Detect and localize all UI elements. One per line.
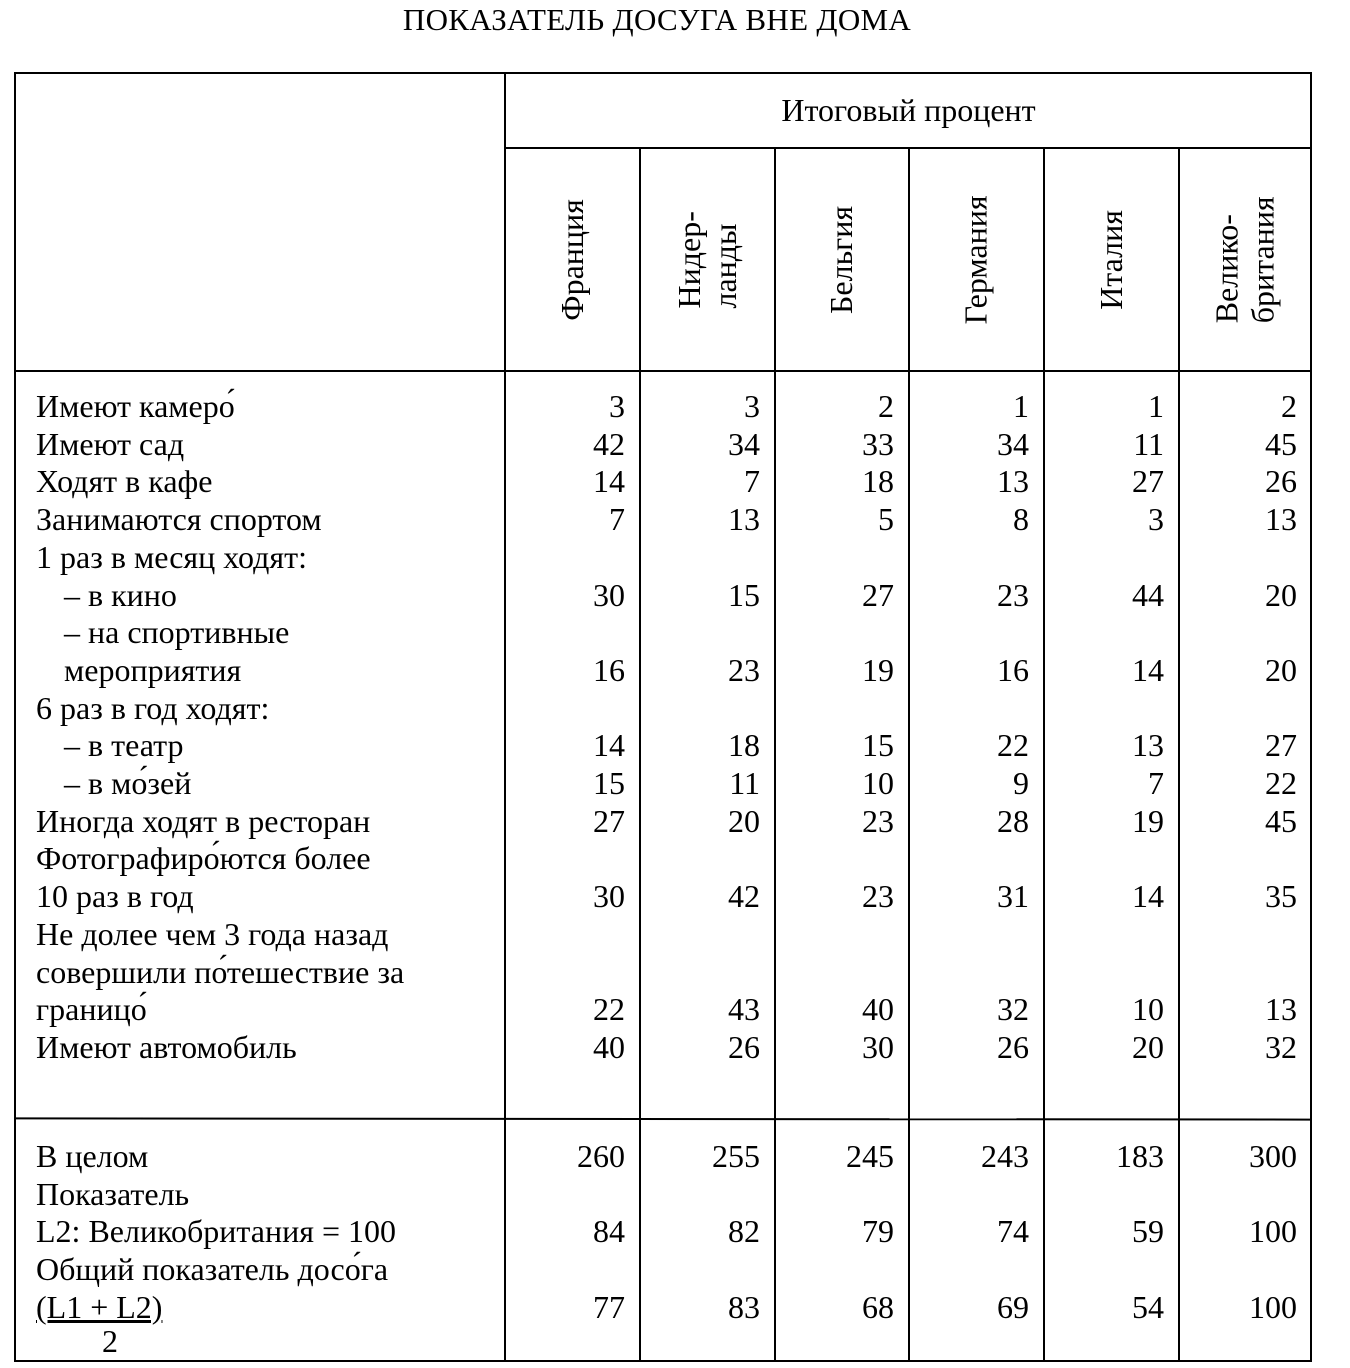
country-name-line: Италия: [1092, 210, 1129, 310]
cell-value: 11: [729, 765, 760, 801]
cell-value: 7: [1148, 765, 1164, 801]
country-name-line: Бельгия: [823, 205, 860, 315]
country-name-line: Франция: [553, 199, 590, 321]
cell-value: 22: [997, 727, 1029, 764]
cell-value: 54: [1132, 1288, 1164, 1325]
cell-value: 13: [728, 501, 760, 538]
country-header: [1179, 148, 1312, 372]
cell-value: 14: [1132, 878, 1164, 915]
cell-value: 23: [862, 802, 894, 839]
cell-value: 260: [577, 1138, 625, 1174]
cell-value: 16: [593, 651, 625, 688]
cell-value: 245: [846, 1138, 894, 1174]
country-header: [505, 148, 640, 372]
cell-value: 82: [728, 1213, 760, 1250]
row-label: Общий показатель досо́га: [36, 1251, 389, 1288]
cell-value: 14: [1132, 651, 1164, 688]
cell-value: 3: [744, 388, 760, 424]
cell-value: 14: [593, 727, 625, 764]
cell-value: 23: [862, 878, 894, 915]
country-name: [555, 199, 591, 321]
cell-value: 83: [728, 1288, 760, 1325]
cell-value: 27: [862, 576, 894, 613]
cell-value: 42: [593, 425, 625, 462]
country-name-line: Германия: [957, 195, 994, 325]
cell-value: 300: [1249, 1138, 1297, 1174]
country-header: [909, 148, 1044, 372]
cell-value: 16: [997, 651, 1029, 688]
cell-value: 2: [1281, 388, 1297, 424]
row-label: Иногда ходят в ресторан: [36, 802, 371, 839]
row-label: Имеют сад: [36, 425, 185, 462]
cell-value: 13: [997, 463, 1029, 500]
cell-value: 183: [1116, 1138, 1164, 1174]
country-header: [775, 148, 909, 372]
cell-value: 27: [593, 802, 625, 839]
row-label: – в кино: [64, 576, 177, 613]
row-label: – в мо́зей: [64, 765, 192, 801]
cell-value: 20: [1265, 651, 1297, 688]
cell-value: 2: [878, 388, 894, 424]
cell-value: 13: [1265, 501, 1297, 538]
cell-value: 79: [862, 1213, 894, 1250]
cell-value: 32: [1265, 1028, 1297, 1065]
cell-value: 77: [593, 1288, 625, 1325]
row-label: В целом: [36, 1138, 149, 1174]
country-name: [1094, 210, 1130, 310]
cell-value: 68: [862, 1288, 894, 1325]
cell-value: 18: [728, 727, 760, 764]
cell-value: 74: [997, 1213, 1029, 1250]
row-label: Ходят в кафе: [36, 463, 213, 500]
country-name-line: британия: [1244, 196, 1281, 324]
cell-value: 84: [593, 1213, 625, 1250]
cell-value: 26: [728, 1028, 760, 1065]
row-label: совершили по́тешествие за: [36, 953, 405, 990]
row-label: (L1 + L2): [36, 1288, 163, 1325]
cell-value: 30: [862, 1028, 894, 1065]
cell-value: 34: [728, 425, 760, 462]
country-name-line: ланды: [706, 223, 743, 309]
cell-value: 45: [1265, 802, 1297, 839]
cell-value: 13: [1132, 727, 1164, 764]
row-label: 1 раз в месяц ходят:: [36, 538, 307, 575]
cell-value: 42: [728, 878, 760, 915]
cell-value: 22: [593, 991, 625, 1028]
row-label: – в театр: [64, 727, 184, 764]
cell-value: 7: [744, 463, 760, 500]
cell-value: 13: [1265, 991, 1297, 1028]
cell-value: 15: [862, 727, 894, 764]
country-header: [640, 148, 775, 372]
cell-value: 20: [1265, 576, 1297, 613]
row-label: мероприятия: [64, 651, 242, 688]
cell-value: 7: [609, 501, 625, 538]
row-label: Не долее чем 3 года назад: [36, 915, 389, 952]
row-label: Показатель: [36, 1175, 190, 1212]
country-header: [1044, 148, 1179, 372]
country-name: [959, 196, 995, 325]
cell-value: 26: [1265, 463, 1297, 500]
cell-value: 3: [1148, 501, 1164, 538]
document-title: ПОКАЗАТЕЛЬ ДОСУГА ВНЕ ДОМА: [402, 2, 912, 37]
cell-value: 18: [862, 463, 894, 500]
row-label: Фотографиро́ются более: [36, 840, 371, 877]
row-label: Имеют автомобиль: [36, 1028, 297, 1065]
cell-value: 20: [1132, 1028, 1164, 1065]
row-label: 6 раз в год ходят:: [36, 689, 270, 726]
cell-value: 45: [1265, 425, 1297, 462]
cell-value: 31: [997, 878, 1029, 915]
cell-value: 3: [609, 388, 625, 424]
cell-value: 100: [1249, 1213, 1297, 1250]
cell-value: 1: [1013, 388, 1029, 424]
cell-value: 10: [1132, 991, 1164, 1028]
cell-value: 5: [878, 501, 894, 538]
cell-value: 32: [997, 991, 1029, 1028]
cell-value: 15: [728, 576, 760, 613]
row-label: Имеют камеро́: [36, 388, 235, 424]
cell-value: 59: [1132, 1213, 1164, 1250]
cell-value: 22: [1265, 765, 1297, 801]
cell-value: 30: [593, 878, 625, 915]
cell-value: 19: [862, 651, 894, 688]
cell-value: 8: [1013, 501, 1029, 538]
row-label: Занимаются спортом: [36, 501, 322, 538]
cell-value: 23: [728, 651, 760, 688]
group-header: Итоговый процент: [781, 91, 1036, 128]
cell-value: 1: [1148, 388, 1164, 424]
row-label: L2: Великобритания = 100: [36, 1213, 396, 1250]
cell-value: 14: [593, 463, 625, 500]
cell-value: 243: [981, 1138, 1029, 1174]
cell-value: 20: [728, 802, 760, 839]
row-label: границо́: [36, 991, 147, 1028]
cell-value: 9: [1013, 765, 1029, 801]
cell-value: 11: [1133, 425, 1164, 462]
cell-value: 28: [997, 802, 1029, 839]
country-name-line: Велико-: [1208, 214, 1245, 324]
cell-value: 40: [593, 1028, 625, 1065]
cell-value: 10: [862, 765, 894, 801]
country-name-line: Нидер-: [670, 211, 707, 309]
cell-value: 255: [712, 1138, 760, 1174]
cell-value: 33: [862, 425, 894, 462]
cell-value: 34: [997, 425, 1029, 462]
row-label: – на спортивные: [64, 614, 290, 651]
cell-value: 43: [728, 991, 760, 1028]
country-name: [1210, 197, 1282, 324]
cell-value: 23: [997, 576, 1029, 613]
cell-value: 44: [1132, 576, 1164, 613]
cell-value: 40: [862, 991, 894, 1028]
formula-denominator: 2: [102, 1323, 118, 1359]
cell-value: 26: [997, 1028, 1029, 1065]
cell-value: 30: [593, 576, 625, 613]
cell-value: 100: [1249, 1288, 1297, 1325]
country-name: [824, 206, 860, 314]
cell-value: 27: [1265, 727, 1297, 764]
country-name: [672, 211, 744, 308]
cell-value: 19: [1132, 802, 1164, 839]
cell-value: 35: [1265, 878, 1297, 915]
cell-value: 69: [997, 1288, 1029, 1325]
cell-value: 15: [593, 765, 625, 801]
cell-value: 27: [1132, 463, 1164, 500]
row-label: 10 раз в год: [36, 878, 194, 915]
